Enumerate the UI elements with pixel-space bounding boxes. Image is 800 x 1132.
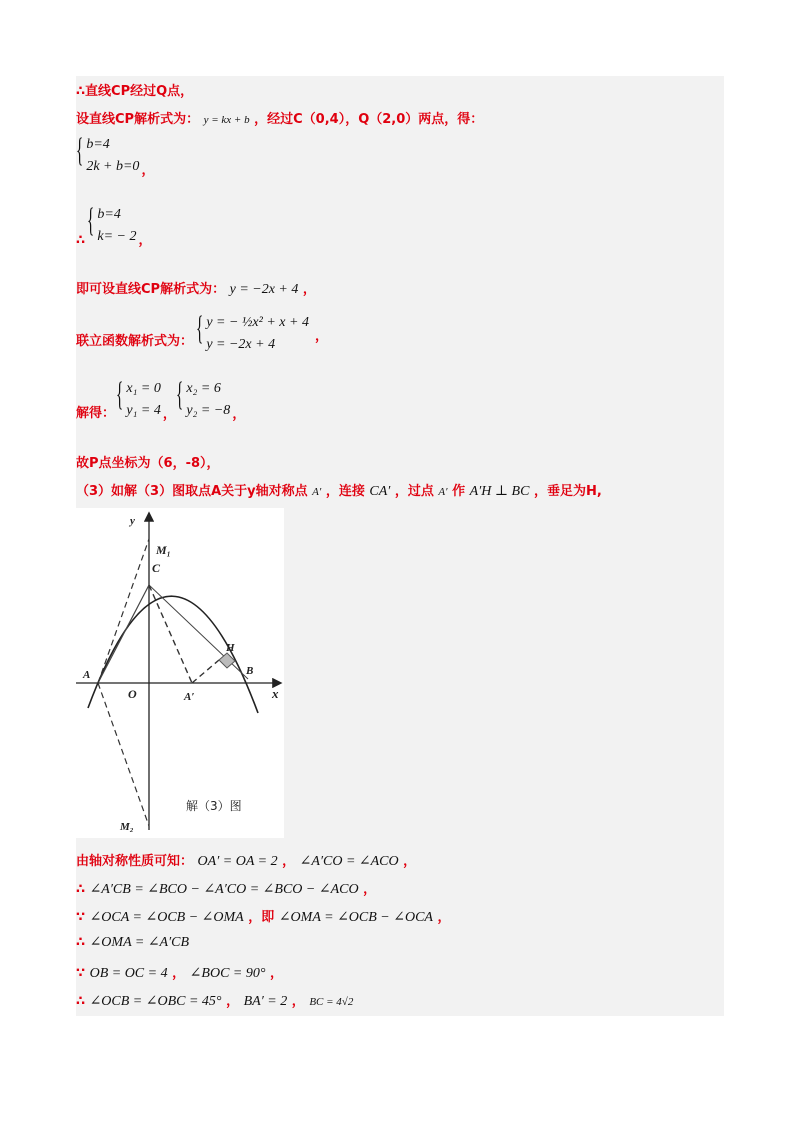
text-line-cp-through-q: ∴直线CP经过Q点，	[76, 84, 194, 99]
math-perpendicular: A′H ⊥ BC	[469, 484, 530, 499]
text: ，过点	[394, 484, 434, 499]
text-line-angle-equal	[76, 934, 189, 951]
math-angle-oma-acb: ∠OMA = ∠A′CB	[89, 935, 190, 950]
label-x-axis: x	[272, 686, 279, 701]
solution-page	[76, 76, 724, 1016]
punctuation: ，	[141, 163, 155, 178]
punctuation: ，	[226, 994, 240, 1009]
math-line-cp: y = −2x + 4	[229, 282, 299, 297]
label-h: H	[226, 642, 235, 654]
punctuation: ，	[138, 233, 152, 248]
because-symbol: ∵	[76, 966, 86, 981]
punctuation: ，	[172, 966, 186, 981]
text-line-combine-label: 联立函数解析式为：	[76, 334, 194, 349]
text: 即可设直线CP解析式为：	[76, 282, 226, 297]
brace-glyph: {	[176, 376, 184, 413]
punctuation: ，	[403, 854, 417, 869]
math-oa-prime: OA′ = OA = 2	[197, 854, 278, 869]
equation: b=4	[97, 207, 121, 222]
text-line-symmetry	[76, 850, 416, 870]
geometry-figure	[76, 508, 284, 838]
label-c: C	[152, 561, 161, 575]
equation-parabola: y = − ½x² + x + 4	[206, 315, 309, 330]
text-line-setup-equation	[76, 108, 483, 127]
math-angle-oma: ∠OMA = ∠OCB − ∠OCA	[278, 910, 433, 925]
punctuation: ，	[437, 910, 451, 925]
label-m2: M₂	[120, 821, 134, 833]
brace-glyph: {	[76, 132, 84, 169]
dashed-a-prime-h	[192, 660, 219, 683]
label-m1: M₁	[156, 543, 171, 557]
text: 作	[452, 484, 466, 499]
text: ，垂足为H,	[533, 484, 602, 499]
math-angle-aco: ∠A′CO = ∠ACO	[299, 854, 399, 869]
therefore-symbol: ∴	[76, 882, 86, 897]
equation-system-3	[196, 312, 328, 356]
text: 由轴对称性质可知：	[76, 854, 194, 869]
punctuation: ，	[232, 407, 246, 422]
equation: x₂ = 6	[186, 381, 221, 396]
equation: y₂ = −8	[186, 403, 231, 418]
segment-cb	[149, 585, 248, 679]
math-angle-45: ∠OCB = ∠OBC = 45°	[89, 994, 222, 1009]
brace-glyph: {	[87, 202, 95, 239]
dashed-a-m2	[98, 683, 149, 826]
equation-line: y = −2x + 4	[206, 337, 276, 352]
math-ca-prime: CA′	[369, 484, 391, 499]
math-ba-prime: BA′ = 2	[243, 994, 288, 1009]
text: 设直线CP解析式为：	[76, 112, 200, 127]
equation: y₁ = 4	[126, 403, 161, 418]
figure-svg	[76, 508, 284, 838]
brace-glyph: {	[116, 376, 124, 413]
text: ，经过C（0,4），Q（2,0）两点，得：	[254, 112, 484, 127]
therefore-symbol: ∴	[76, 994, 86, 1009]
equation-system-4	[116, 378, 176, 422]
math-a-prime: A′	[438, 486, 448, 498]
math-angle-boc: ∠BOC = 90°	[189, 966, 266, 981]
text: ，连接	[325, 484, 365, 499]
label-o: O	[128, 687, 137, 701]
math-ob-oc: OB = OC = 4	[89, 966, 168, 981]
math-angle-relation: ∠A′CB = ∠BCO − ∠A′CO = ∠BCO − ∠ACO	[89, 882, 359, 897]
punctuation: ，	[291, 994, 305, 1009]
brace-glyph: {	[196, 310, 204, 347]
math-linear-form: y = kx + b	[203, 114, 250, 126]
punctuation: ，	[363, 882, 377, 897]
label-a-prime: A′	[184, 691, 195, 703]
text: ，即	[248, 910, 275, 925]
equation: b=4	[86, 137, 110, 152]
punctuation: ，	[314, 328, 328, 344]
text-line-ob-oc	[76, 962, 283, 982]
label-a: A	[83, 669, 91, 681]
punctuation: ，	[302, 282, 316, 297]
punctuation: ，	[282, 854, 296, 869]
math-bc-length: BC = 4√2	[309, 996, 354, 1008]
text-line-45-degrees	[76, 990, 353, 1010]
text-line-cp-equation	[76, 278, 316, 298]
equation: k= − 2	[97, 229, 137, 244]
math-a-prime: A′	[312, 486, 322, 498]
punctuation: ，	[269, 966, 283, 981]
equation: x₁ = 0	[126, 381, 161, 396]
math-angle-oca: ∠OCA = ∠OCB − ∠OMA	[89, 910, 244, 925]
text-line-angle-oca	[76, 906, 451, 926]
punctuation: ，	[162, 407, 176, 422]
because-symbol: ∵	[76, 910, 86, 925]
equation-system-2	[76, 204, 152, 248]
text-line-solution-label: 解得：	[76, 406, 116, 421]
text-line-angle-acb	[76, 878, 376, 898]
label-b: B	[246, 665, 254, 677]
therefore-symbol: ∴	[76, 233, 86, 248]
label-y-axis: y	[130, 515, 135, 527]
figure-caption: 解（3）图	[186, 799, 242, 813]
text-line-point-p: 故P点坐标为（6，-8），	[76, 456, 220, 471]
equation: 2k + b=0	[86, 159, 140, 174]
segment-ac	[98, 585, 149, 683]
therefore-symbol: ∴	[76, 935, 86, 950]
equation-system-1	[76, 134, 154, 178]
text: （3）如解（3）图取点A关于y轴对称点	[76, 484, 308, 499]
parabola-curve	[88, 596, 258, 713]
text-line-part-3	[76, 480, 602, 500]
equation-system-5	[176, 378, 245, 422]
